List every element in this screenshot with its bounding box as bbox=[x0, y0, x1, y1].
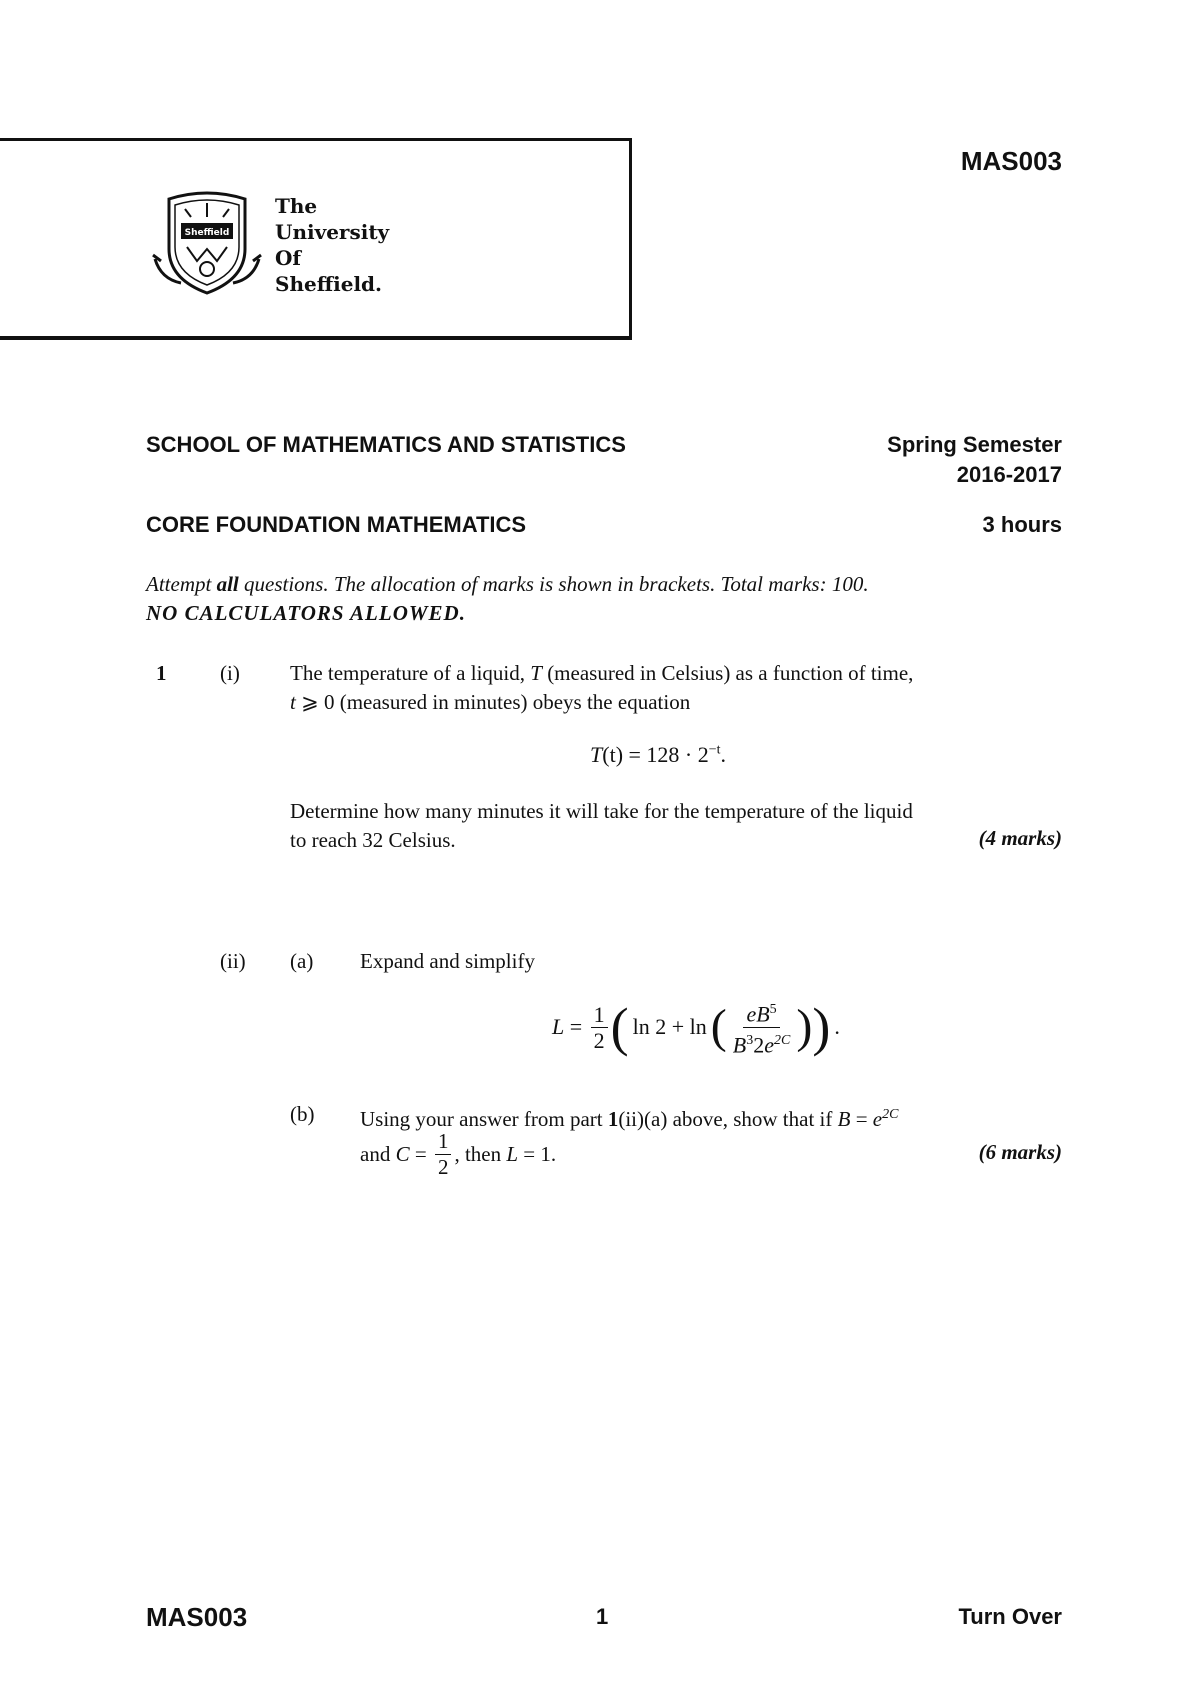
math-exponent: 2C bbox=[774, 1032, 791, 1048]
math-equals: = bbox=[850, 1107, 873, 1131]
math-argument: (t) bbox=[602, 742, 624, 767]
fraction-denominator: 2 bbox=[437, 1154, 449, 1179]
fraction bbox=[591, 1002, 608, 1053]
math-variable: T bbox=[590, 742, 603, 767]
instructions-emphasis: all bbox=[216, 572, 239, 596]
question-text-fragment: Using your answer from part bbox=[360, 1107, 608, 1131]
exam-duration: 3 hours bbox=[982, 512, 1062, 537]
question-text-fragment: (measured in minutes) obeys the equation bbox=[334, 690, 691, 714]
question-text: Expand and simplify bbox=[360, 949, 535, 973]
question-text: to reach 32 Celsius. bbox=[290, 828, 456, 852]
math-variable: e bbox=[746, 1001, 757, 1027]
university-logo-box bbox=[0, 138, 632, 340]
math-variable: L bbox=[552, 1014, 565, 1039]
university-name-line: The bbox=[275, 194, 318, 218]
left-paren-icon: ( bbox=[610, 997, 629, 1057]
question-text-fragment: (ii)(a) above, show that if bbox=[618, 1107, 838, 1131]
math-equals: = bbox=[409, 1141, 432, 1166]
university-crest-icon bbox=[151, 189, 263, 299]
math-exponent: −t bbox=[708, 742, 721, 758]
math-variable: T bbox=[530, 661, 542, 685]
math-exponent: 2C bbox=[882, 1107, 899, 1122]
right-paren-icon: ) bbox=[796, 1000, 813, 1053]
math-expression: = 1. bbox=[518, 1141, 557, 1166]
question-text bbox=[290, 659, 1062, 688]
log-equation bbox=[552, 996, 840, 1058]
question-text-fragment: (measured in Celsius) as a function of time, bbox=[541, 661, 914, 685]
part-label: (ii) bbox=[220, 949, 246, 973]
math-variable: L bbox=[506, 1141, 519, 1166]
question-text-fragment: and bbox=[360, 1141, 396, 1166]
math-relation: ⩾ 0 bbox=[295, 690, 335, 714]
question-number: 1 bbox=[156, 661, 167, 685]
math-variable: t bbox=[290, 690, 296, 714]
question-text: Determine how many minutes it will take for the temperature of the liquid bbox=[290, 799, 913, 823]
math-variable: e bbox=[872, 1107, 883, 1131]
page-number: 1 bbox=[596, 1604, 609, 1629]
right-paren-icon: ) bbox=[812, 997, 831, 1057]
question-text bbox=[290, 688, 690, 717]
question-text-fragment: The temperature of a liquid, bbox=[290, 661, 531, 685]
math-equals: = bbox=[564, 1014, 588, 1039]
math-variable: B bbox=[732, 1031, 747, 1057]
math-expression: = 128 · 2 bbox=[623, 742, 709, 767]
school-name: SCHOOL OF MATHEMATICS AND STATISTICS bbox=[146, 432, 626, 457]
fraction bbox=[435, 1129, 452, 1180]
semester-label: Spring Semester bbox=[887, 432, 1062, 457]
marks-allocation: (6 marks) bbox=[978, 1140, 1062, 1164]
instructions bbox=[146, 570, 1062, 599]
subpart-label: (a) bbox=[290, 949, 314, 973]
module-title: CORE FOUNDATION MATHEMATICS bbox=[146, 512, 527, 537]
fraction bbox=[730, 997, 794, 1057]
question-text-fragment: , then bbox=[454, 1141, 507, 1166]
subpart-label: (b) bbox=[290, 1102, 315, 1126]
math-variable: B bbox=[756, 1001, 770, 1027]
footer-course-code: MAS003 bbox=[146, 1602, 248, 1632]
no-calculators-notice: NO CALCULATORS ALLOWED. bbox=[146, 601, 466, 625]
fraction-numerator: 1 bbox=[435, 1129, 452, 1155]
fraction-numerator: 1 bbox=[591, 1002, 608, 1028]
svg-text:Sheffield: Sheffield bbox=[184, 228, 230, 238]
academic-year: 2016-2017 bbox=[956, 462, 1062, 487]
university-name-line: Of bbox=[275, 246, 302, 270]
university-name-line: University bbox=[275, 220, 390, 244]
math-exponent: 3 bbox=[746, 1032, 754, 1048]
instructions-text: Attempt bbox=[146, 572, 217, 596]
math-variable: B bbox=[837, 1107, 851, 1131]
math-variable: C bbox=[395, 1141, 410, 1166]
course-code-top: MAS003 bbox=[960, 146, 1062, 176]
math-punctuation: . bbox=[720, 742, 727, 767]
math-number: 2 bbox=[753, 1031, 765, 1057]
left-paren-icon: ( bbox=[710, 1000, 727, 1053]
math-exponent: 5 bbox=[769, 1002, 777, 1018]
math-expression: ln 2 + ln bbox=[632, 1014, 707, 1039]
marks-allocation: (4 marks) bbox=[978, 826, 1062, 850]
fraction-denominator bbox=[730, 1028, 794, 1057]
fraction-numerator bbox=[743, 997, 779, 1027]
university-name bbox=[275, 193, 389, 297]
fraction-denominator: 2 bbox=[593, 1027, 605, 1053]
instructions-text: questions. The allocation of marks is shown in brackets. Total marks: 100. bbox=[238, 572, 869, 596]
temperature-equation bbox=[590, 742, 726, 768]
question-reference: 1 bbox=[607, 1107, 619, 1131]
university-name-line: Sheffield. bbox=[275, 272, 382, 296]
part-label: (i) bbox=[220, 661, 240, 685]
turn-over-label: Turn Over bbox=[958, 1604, 1062, 1629]
question-text bbox=[360, 1128, 556, 1180]
math-punctuation: . bbox=[834, 1014, 840, 1039]
math-variable: e bbox=[764, 1031, 774, 1057]
